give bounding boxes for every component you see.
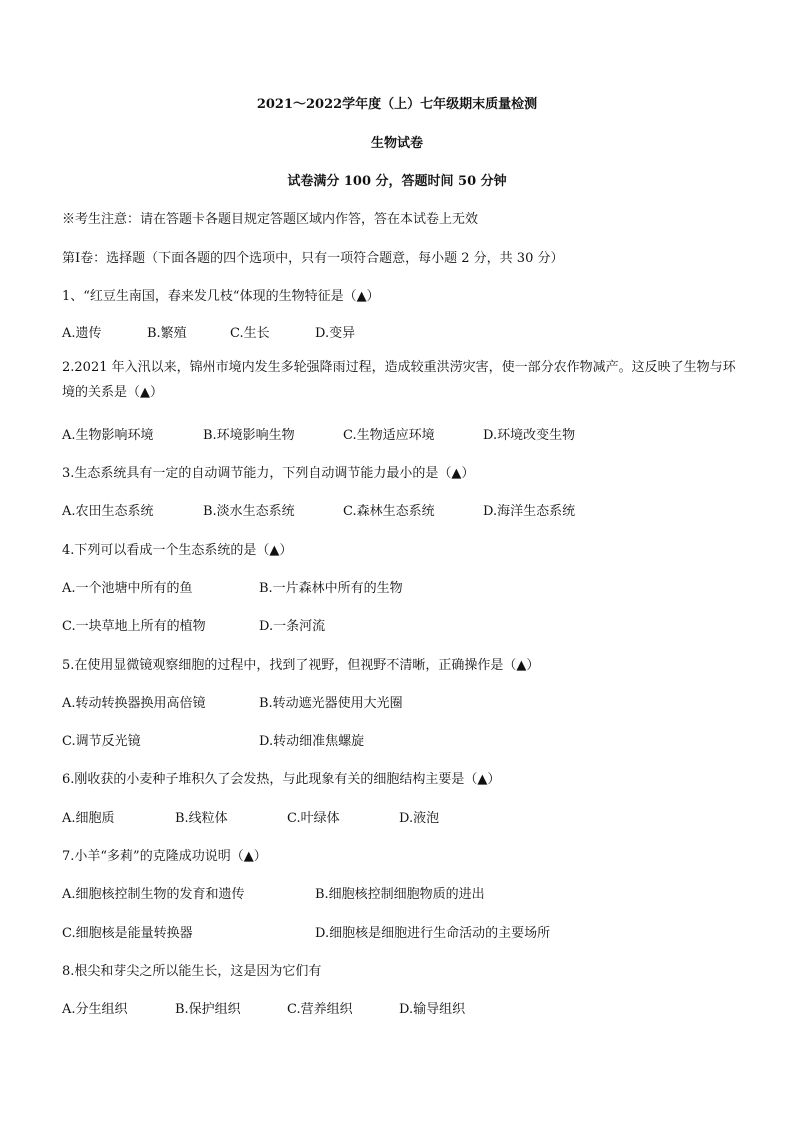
option-c: C.生长 — [230, 326, 270, 341]
question-stem: 6.刚收获的小麦种子堆积久了会发热，与此现象有关的细胞结构主要是（▲） — [62, 772, 501, 787]
option-c: C.叶绿体 — [287, 811, 340, 826]
option-d: D.环境改变生物 — [483, 428, 576, 443]
question-stem: 1、“红豆生南国，春来发几枝“体现的生物特征是（▲） — [62, 289, 380, 304]
question-stem: 5.在使用显微镜观察细胞的过程中，找到了视野，但视野不清晰，正确操作是（▲） — [62, 658, 540, 673]
option-a: A.农田生态系统 — [62, 504, 154, 519]
question-stem: 2.2021 年入汛以来，锦州市境内发生多轮强降雨过程，造成较重洪涝灾害，使一部分农作物减产。这反映了生物与环境的关系是（▲） — [62, 360, 736, 400]
option-b: B.线粒体 — [175, 811, 228, 826]
option-d: D.细胞核是细胞进行生命活动的主要场所 — [315, 926, 551, 941]
option-b: B.淡水生态系统 — [203, 504, 295, 519]
option-b: B.环境影响生物 — [203, 428, 295, 443]
option-c: C.调节反光镜 — [62, 734, 141, 749]
option-a: A.一个池塘中所有的鱼 — [62, 581, 193, 596]
question-stem: 4.下列可以看成一个生态系统的是（▲） — [62, 543, 293, 558]
question-stem: 3.生态系统具有一定的自动调节能力，下列自动调节能力最小的是（▲） — [62, 466, 475, 481]
question-stem: 8.根尖和芽尖之所以能生长，这是因为它们有 — [62, 964, 322, 979]
option-d: D.一条河流 — [259, 619, 326, 634]
candidate-notice: ※考生注意：请在答题卡各题目规定答题区域内作答，答在本试卷上无效 — [62, 212, 479, 227]
question-stem: 7.小羊“多莉”的克隆成功说明（▲） — [62, 849, 267, 864]
option-d: D.海洋生态系统 — [483, 504, 576, 519]
option-d: D.转动细准焦螺旋 — [259, 734, 365, 749]
option-c: C.生物适应环境 — [343, 428, 435, 443]
exam-title: 2021～2022学年度（上）七年级期末质量检测 — [256, 97, 538, 112]
option-a: A.转动转换器换用高倍镜 — [62, 696, 206, 711]
option-b: B.一片森林中所有的生物 — [259, 581, 403, 596]
option-c: C.森林生态系统 — [343, 504, 435, 519]
option-a: A.细胞质 — [62, 811, 115, 826]
subject-title: 生物试卷 — [370, 136, 423, 151]
section-heading: 第Ⅰ卷：选择题（下面各题的四个选项中，只有一项符合题意，每小题 2 分，共 30 分） — [62, 251, 564, 266]
option-c: C.细胞核是能量转换器 — [62, 926, 193, 941]
exam-info: 试卷满分 100 分，答题时间 50 分钟 — [287, 174, 507, 189]
option-b: B.细胞核控制细胞物质的进出 — [315, 887, 485, 902]
option-d: D.液泡 — [399, 811, 440, 826]
option-a: A.分生组织 — [62, 1002, 128, 1017]
option-c: C.营养组织 — [287, 1002, 353, 1017]
option-b: B.保护组织 — [175, 1002, 241, 1017]
option-a: A.生物影响环境 — [62, 428, 154, 443]
option-a: A.细胞核控制生物的发育和遗传 — [62, 887, 245, 902]
option-a: A.遗传 — [62, 326, 102, 341]
option-c: C.一块草地上所有的植物 — [62, 619, 206, 634]
option-d: D.输导组织 — [399, 1002, 466, 1017]
option-d: D.变异 — [315, 326, 356, 341]
option-b: B.繁殖 — [147, 326, 187, 341]
option-b: B.转动遮光器使用大光圈 — [259, 696, 403, 711]
